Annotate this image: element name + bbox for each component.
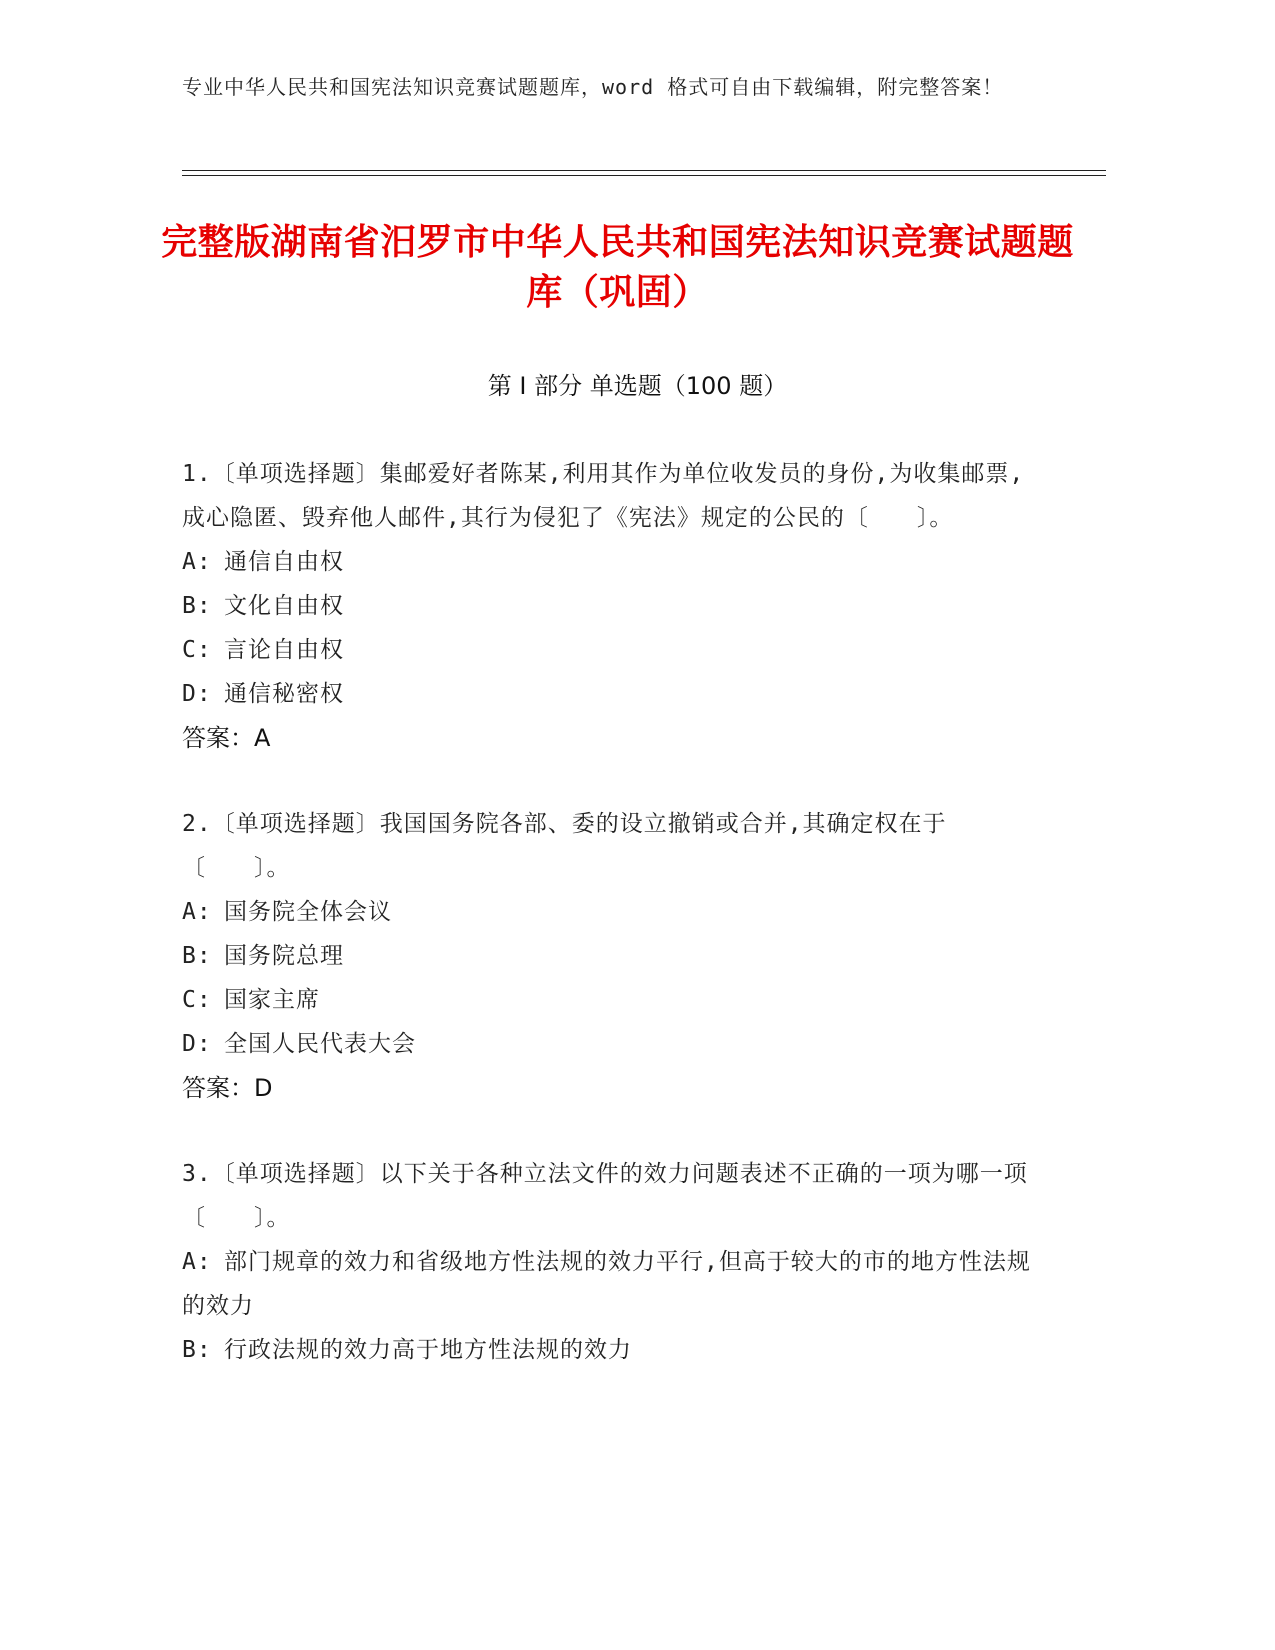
option-letter: B: <box>182 943 212 969</box>
section-title: 第 I 部分 单选题（100 题） <box>487 372 788 400</box>
option-letter: A: <box>182 549 212 575</box>
header-rule-top <box>182 170 1106 171</box>
option-letter: A: <box>182 899 212 925</box>
answer: 答案：A <box>182 724 271 752</box>
question-number: 1. <box>182 461 212 487</box>
question-stem <box>182 452 1042 540</box>
option-b <box>182 1328 1042 1372</box>
option-text: 通信自由权 <box>224 549 344 575</box>
option-text: 国务院总理 <box>224 943 344 969</box>
question-text: 〔单项选择题〕集邮爱好者陈某,利用其作为单位收发员的身份,为收集邮票,成心隐匿、毁弃他人邮件,其行为侵犯了《宪法》规定的公民的〔 〕。 <box>182 461 1025 531</box>
option-text: 文化自由权 <box>224 593 344 619</box>
option-b <box>182 584 1042 628</box>
question-list <box>182 452 1042 1414</box>
option-letter: B: <box>182 1337 212 1363</box>
option-d <box>182 1022 1042 1066</box>
option-a <box>182 1240 1042 1328</box>
option-letter: D: <box>182 681 212 707</box>
question-text: 〔单项选择题〕我国国务院各部、委的设立撤销或合并,其确定权在于〔 〕。 <box>182 811 947 881</box>
question-1 <box>182 452 1042 760</box>
header-rule-bottom <box>182 175 1106 176</box>
question-number: 3. <box>182 1161 212 1187</box>
option-letter: D: <box>182 1031 212 1057</box>
question-3 <box>182 1152 1042 1372</box>
question-number: 2. <box>182 811 212 837</box>
option-b <box>182 934 1042 978</box>
answer: 答案：D <box>182 1074 273 1102</box>
option-text: 行政法规的效力高于地方性法规的效力 <box>224 1337 632 1363</box>
option-a <box>182 890 1042 934</box>
option-letter: B: <box>182 593 212 619</box>
question-2 <box>182 802 1042 1110</box>
question-stem <box>182 1152 1042 1240</box>
option-text: 国务院全体会议 <box>224 899 392 925</box>
option-d <box>182 672 1042 716</box>
option-c <box>182 978 1042 1022</box>
header-note: 专业中华人民共和国宪法知识竞赛试题题库，word 格式可自由下载编辑，附完整答案！ <box>182 75 1004 99</box>
option-letter: A: <box>182 1249 212 1275</box>
option-c <box>182 628 1042 672</box>
document-title: 完整版湖南省汨罗市中华人民共和国宪法知识竞赛试题题库（巩固） <box>161 222 1074 313</box>
option-text: 国家主席 <box>224 987 320 1013</box>
option-text: 通信秘密权 <box>224 681 344 707</box>
option-text: 部门规章的效力和省级地方性法规的效力平行,但高于较大的市的地方性法规的效力 <box>182 1249 1031 1319</box>
option-text: 言论自由权 <box>224 637 344 663</box>
option-letter: C: <box>182 987 212 1013</box>
question-text: 〔单项选择题〕以下关于各种立法文件的效力问题表述不正确的一项为哪一项〔 〕。 <box>182 1161 1028 1231</box>
option-a <box>182 540 1042 584</box>
option-letter: C: <box>182 637 212 663</box>
option-text: 全国人民代表大会 <box>224 1031 416 1057</box>
question-stem <box>182 802 1042 890</box>
